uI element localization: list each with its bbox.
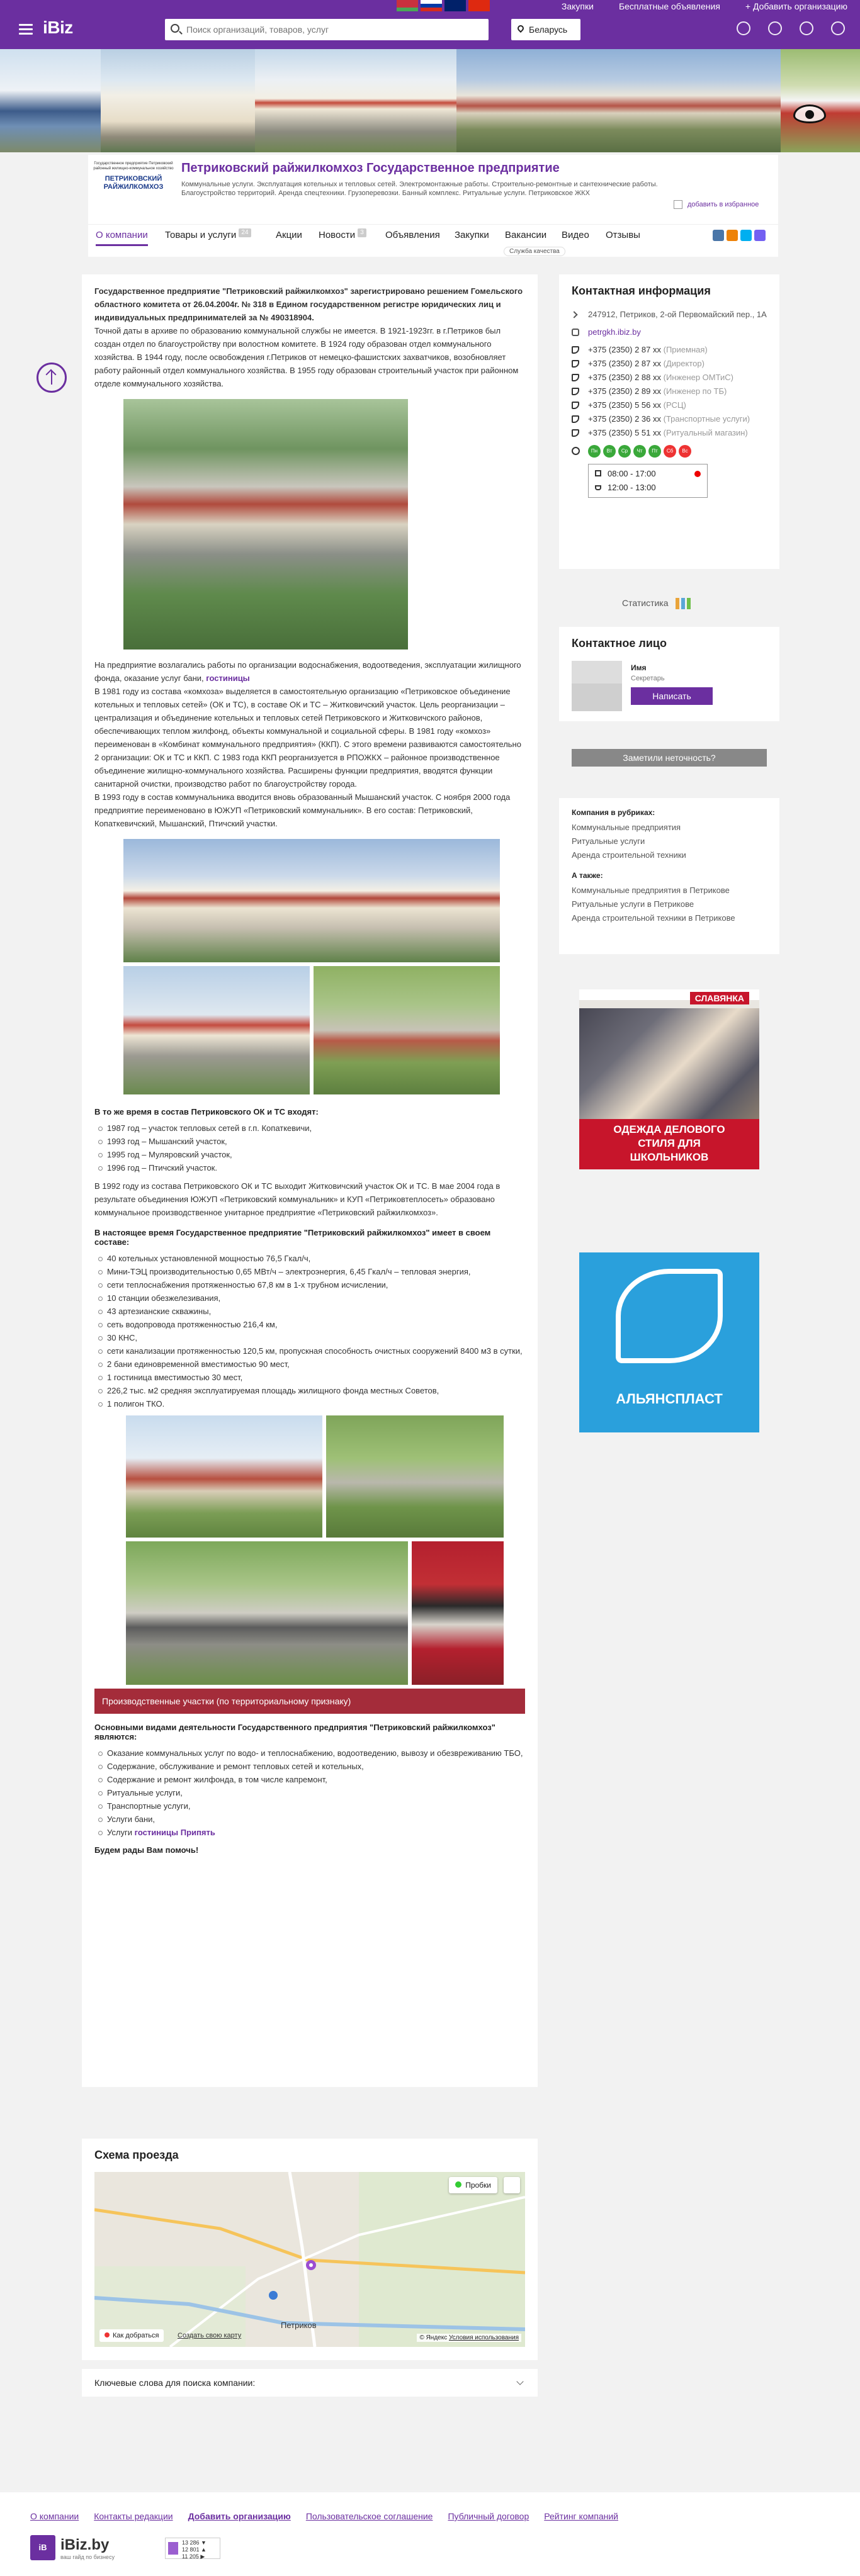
list-item: 10 станции обезжелезивания, — [107, 1291, 525, 1305]
work-hours-text: 08:00 - 17:00 — [608, 469, 656, 478]
phone-number: +375 (2350) 2 88 xx — [588, 373, 661, 382]
top-link-add-company[interactable]: + Добавить организацию — [745, 1, 847, 11]
lunch-hours — [595, 481, 701, 495]
company-logo-caption: Государственное предприятие Петриковский районный жилищно-коммунальное хозяйство — [93, 162, 174, 171]
phone-icon — [572, 346, 579, 354]
counter-line: 11 205 ▶ — [182, 2553, 205, 2560]
footer — [0, 2492, 860, 2576]
hotel-pripyat-link[interactable]: гостиницы Припять — [134, 1828, 215, 1837]
footer-logo-icon[interactable]: iB — [30, 2535, 55, 2560]
favorites-icon[interactable] — [737, 21, 750, 35]
vk-icon[interactable] — [713, 230, 724, 241]
phone-row[interactable] — [572, 357, 767, 371]
banner-photo-right — [781, 49, 860, 152]
phone-icon — [572, 374, 579, 381]
rubric-link[interactable]: Аренда строительной техники — [572, 850, 686, 860]
yandex-label: © Яндекс — [419, 2334, 448, 2341]
map-title: Схема проезда — [94, 2149, 179, 2161]
phone-row[interactable] — [572, 385, 767, 398]
visitor-counter[interactable] — [165, 2538, 220, 2559]
phone-icon — [572, 429, 579, 437]
ad-brand: АЛЬЯНСПЛАСТ — [616, 1391, 723, 1407]
search-box — [165, 19, 489, 40]
traffic-button[interactable] — [449, 2177, 497, 2193]
favorite-label: добавить в избранное — [687, 200, 759, 208]
aliansplast-logo-icon — [616, 1269, 723, 1363]
user-icon[interactable] — [768, 21, 782, 35]
list-item: Услуги бани, — [107, 1813, 525, 1826]
tab-label: Закупки — [455, 230, 489, 240]
top-icons — [737, 21, 845, 35]
hours-box — [588, 464, 708, 498]
ad-aliansplast[interactable] — [579, 1252, 759, 1432]
contact-person-card — [559, 627, 779, 721]
phone-number: +375 (2350) 2 36 xx — [588, 414, 661, 424]
flag-cn-icon[interactable] — [468, 0, 490, 11]
about-paragraph: В 1993 году в состав коммунальника вводится вновь образованный Мышанский участок. С ноября 2000 года предприятие переименовано в ЮЖУП «Петриковский коммунальник». В его состав: Петриковский, Копаткевичский, Мышанский, Птичский участки. — [94, 792, 511, 828]
photo-row — [123, 966, 525, 1094]
tab-about[interactable] — [96, 225, 148, 246]
search-input[interactable] — [186, 19, 482, 40]
map-copyright — [417, 2334, 521, 2342]
phone-number: +375 (2350) 2 89 xx — [588, 386, 661, 396]
footer-site-name[interactable]: iBiz.by — [60, 2536, 110, 2553]
avatar — [572, 661, 622, 711]
list-item: Мини-ТЭЦ производительностью 0,65 МВт/ч – электроэнергия, 6,45 Гкал/ч – тепловая энергия, — [107, 1265, 525, 1278]
phone-note: (Ритуальный магазин) — [663, 428, 748, 437]
top-links — [562, 1, 847, 11]
location-arrow-icon — [570, 311, 577, 318]
also-title: А также: — [572, 871, 603, 880]
contact-person-title: Контактное лицо — [572, 637, 667, 650]
phone-note: (РСЦ) — [663, 400, 686, 410]
ad-slavyanka[interactable] — [579, 989, 759, 1169]
company-description: Коммунальные услуги. Эксплуатация котельных и тепловых сетей. Электромонтажные работы. Строительно-ремонтные и сантехнические работы. Благоустройство территорий. Аренда спецтехники. Грузоперевозки. Банный комплекс. Ритуальные услуги. Петриковское ЖКХ — [181, 181, 658, 197]
counter-line: 13 286 ▼ — [182, 2539, 207, 2546]
banner-photo-center-left — [101, 49, 255, 152]
phone-icon — [572, 415, 579, 423]
map-card — [82, 2139, 538, 2360]
bar-chart-icon — [676, 598, 694, 609]
list-item-text: Услуги — [107, 1828, 135, 1837]
footer-link[interactable]: Пользовательское соглашение — [305, 2511, 433, 2521]
phone-icon — [572, 388, 579, 395]
fullscreen-icon[interactable] — [504, 2177, 520, 2193]
activities-list — [107, 1746, 525, 1839]
footer-link[interactable]: О компании — [30, 2511, 79, 2521]
company-header-card — [88, 155, 778, 257]
rubric-link[interactable]: Ритуальные услуги в Петрикове — [572, 899, 694, 909]
list-item — [107, 1826, 525, 1839]
day-badge: Сб — [664, 445, 676, 458]
person-role: Секретарь — [631, 675, 665, 682]
aerial-city-photo — [123, 399, 408, 650]
list-item: Содержание, обслуживание и ремонт тепловых сетей и котельных, — [107, 1760, 525, 1773]
list-item: 43 артезианские скважины, — [107, 1305, 525, 1318]
flag-ru-icon[interactable] — [421, 0, 442, 11]
phone-row[interactable] — [572, 371, 767, 385]
list-item: 1993 год – Мышанский участок, — [107, 1135, 525, 1148]
rubrics-card — [559, 798, 779, 954]
phone-list — [572, 343, 767, 440]
phone-row[interactable] — [572, 343, 767, 357]
address-text: 247912, Петриков, 2-ой Первомайский пер., 1А — [588, 310, 767, 319]
tab-label: О компании — [96, 230, 148, 240]
search-icon[interactable] — [171, 24, 179, 33]
about-text: На предприятие возлагались работы по организации водоснабжения, водоотведения, эксплуатации жилищного фонда, оказание услуг бани, — [94, 660, 521, 683]
list-item: Ритуальные услуги, — [107, 1786, 525, 1799]
assets-list — [107, 1252, 525, 1410]
counter-line: 12 801 ▲ — [182, 2546, 207, 2553]
list-item: 1987 год – участок тепловых сетей в г.п. Копаткевичи, — [107, 1122, 525, 1135]
list-item: сети канализации протяженностью 120,5 км, пропускная способность очистных сооружений 8400 м3 в сутки, — [107, 1344, 525, 1358]
about-intro: Государственное предприятие "Петриковский райжилкомхоз" зарегистрировано решением Гомельского областного комитета от 26.04.2004г. № 318 в Едином государственном регистре юридических лиц и индивидуальных предпринимателей за № 490318904. — [94, 286, 523, 322]
day-badge: Вт — [603, 445, 616, 458]
administration-building-photo — [123, 839, 500, 962]
phone-number: +375 (2350) 5 51 xx — [588, 428, 661, 437]
flag-by-icon[interactable] — [397, 0, 418, 11]
day-badge: Чт — [633, 445, 646, 458]
tab-label: Видео — [562, 230, 589, 240]
rubric-link[interactable]: Ритуальные услуги — [572, 836, 645, 846]
phone-icon — [572, 402, 579, 409]
tab-label: Товары и услуги — [165, 230, 237, 240]
tools-icon — [595, 470, 601, 476]
tab-badge: 24 — [239, 228, 251, 237]
trees-photo — [326, 1415, 504, 1538]
hotel-link[interactable]: гостиницы — [206, 673, 250, 683]
work-hours — [595, 467, 701, 481]
yandex-map[interactable] — [94, 2172, 525, 2347]
ad-photo — [579, 1008, 759, 1119]
language-flags — [397, 0, 490, 13]
tab-promotions[interactable] — [276, 225, 302, 246]
closed-status-dot — [694, 471, 701, 477]
company-logo — [93, 161, 174, 209]
company-name: Петриковский райжилкомхоз Государственное предприятие — [181, 161, 560, 175]
chevron-down-icon — [516, 2378, 523, 2385]
church-photo — [126, 1415, 322, 1538]
day-badge: Пт — [648, 445, 661, 458]
statistics-link[interactable] — [622, 598, 694, 609]
tab-news[interactable] — [319, 225, 366, 246]
production-sites-toggle[interactable]: Производственные участки (по территориальному признаку) — [94, 1689, 525, 1714]
company-tabs — [88, 224, 778, 245]
site-logo[interactable]: iBiz — [43, 18, 73, 37]
tab-goods-services[interactable] — [165, 225, 251, 246]
list-item: 226,2 тыс. м2 средняя эксплуатируемая площадь жилищного фонда местных Советов, — [107, 1384, 525, 1397]
footer-link[interactable]: Контакты редакции — [94, 2511, 173, 2521]
banner-photo-center — [255, 49, 456, 152]
about-content — [82, 274, 538, 2087]
tab-video[interactable] — [562, 225, 589, 246]
tab-badge: 3 — [358, 228, 366, 237]
tab-label: Объявления — [385, 230, 440, 240]
phone-row[interactable] — [572, 426, 767, 440]
footer-link[interactable]: Рейтинг компаний — [544, 2511, 618, 2521]
list-item: 30 КНС, — [107, 1331, 525, 1344]
route-label: Как добраться — [113, 2332, 159, 2339]
day-badge: Ср — [618, 445, 631, 458]
photo-row — [126, 1415, 525, 1538]
tab-label: Отзывы — [606, 230, 640, 240]
list-item: 2 бани единовременной вместимостью 90 мест, — [107, 1358, 525, 1371]
phone-icon — [572, 360, 579, 368]
memorial-plaque-photo — [412, 1541, 504, 1685]
route-pin-icon — [105, 2332, 110, 2337]
rubrics-title: Компания в рубриках: — [572, 808, 655, 817]
footer-links — [30, 2511, 618, 2521]
phone-note: (Директор) — [663, 359, 704, 368]
website — [572, 325, 767, 339]
memorial-photo — [126, 1541, 408, 1685]
route-button[interactable] — [99, 2329, 164, 2342]
photo-row — [126, 1541, 525, 1685]
person-name: Имя — [631, 663, 647, 672]
write-button[interactable]: Написать — [631, 687, 713, 705]
social-share — [713, 230, 766, 241]
quality-service-link[interactable]: Служба качества — [504, 247, 565, 256]
list-item: сеть водопровода протяженностью 216,4 км, — [107, 1318, 525, 1331]
terms-link[interactable]: Условия использования — [449, 2334, 519, 2341]
ad-brand: СЛАВЯНКА — [690, 992, 749, 1004]
footer-link[interactable]: Публичный договор — [448, 2511, 529, 2521]
list-item: Оказание коммунальных услуг по водо- и теплоснабжению, водоотведению, вывозу и обезвреживанию ТБО, — [107, 1746, 525, 1760]
settings-icon[interactable] — [800, 21, 813, 35]
list-item: 1995 год – Муляровский участок, — [107, 1148, 525, 1161]
top-bar — [0, 0, 860, 49]
report-error-button[interactable]: Заметили неточность? — [572, 749, 767, 767]
phone-number: +375 (2350) 2 87 xx — [588, 345, 661, 354]
favorite-checkbox[interactable] — [674, 200, 682, 209]
keywords-toggle[interactable] — [82, 2369, 538, 2397]
footer-tagline: ваш гайд по бизнесу — [60, 2554, 115, 2560]
day-badge: Пн — [588, 445, 601, 458]
banner-photo-left — [0, 49, 101, 152]
traffic-icon — [455, 2181, 461, 2188]
street-building-photo — [123, 966, 310, 1094]
section-heading: В настоящее время Государственное предприятие "Петриковский райжилкомхоз" имеет в своем составе: — [94, 1228, 491, 1247]
network-icon[interactable] — [831, 21, 845, 35]
rubric-link[interactable]: Коммунальные предприятия в Петрикове — [572, 886, 730, 895]
about-paragraph — [94, 658, 525, 685]
lunch-hours-text: 12:00 - 13:00 — [608, 483, 656, 492]
history-list — [107, 1122, 525, 1174]
section-heading: Основными видами деятельности Государственного предприятия "Петриковский райжилкомхоз" являются: — [94, 1723, 495, 1741]
ad-text: ОДЕЖДА ДЕЛОВОГО СТИЛЯ ДЛЯ ШКОЛЬНИКОВ — [613, 1123, 725, 1163]
phone-note: (Инженер по ТБ) — [663, 386, 727, 396]
region-selector[interactable] — [511, 19, 580, 40]
tab-label: Акции — [276, 230, 302, 240]
tab-ads[interactable] — [385, 225, 440, 246]
tab-label: Вакансии — [505, 230, 547, 240]
tab-purchases[interactable] — [455, 225, 489, 246]
closing-text: Будем рады Вам помочь! — [94, 1845, 199, 1855]
park-photo — [314, 966, 500, 1094]
rubric-link[interactable]: Коммунальные предприятия — [572, 823, 681, 832]
section-heading: В то же время в состав Петриковского ОК и ТС входят: — [94, 1107, 319, 1116]
keywords-label: Ключевые слова для поиска компании: — [94, 2378, 256, 2388]
weekdays — [572, 445, 767, 458]
clock-icon — [572, 447, 580, 455]
about-paragraph: В 1981 году из состава «комхоза» выделяется в самостоятельную организацию «Петриковское объединение котельных и тепловых сетей» (ОК и ТС), в составе ОК и ТС – Житковичский участок. Цель реорганизации – централизация и объединение котельных и тепловых сетей Петриковского и Житковичского районов, обеспечивающих теплом жилфонд, объекты коммунальной и социальной сферы. В 1981 году «комхоз» переименован в «Комбинат коммунального предприятия» (ККП). С этого времени развиваются самостоятельно 2 организации: ОК и ТС и ККП. С 1983 года ККП реорганизуется в РПОЖКХ – районное производственное объединение жилищно-коммунального хозяйства. Расширены функции предприятия, вводятся функции санитарной очистки, производство работ по благоустройству города. — [94, 687, 521, 789]
map-label-petrikov: Петриков — [281, 2320, 317, 2330]
skype-icon[interactable] — [740, 230, 752, 241]
odnoklassniki-icon[interactable] — [727, 230, 738, 241]
top-link-free-ads[interactable]: Бесплатные объявления — [618, 1, 720, 11]
banner-photo-center-right — [456, 49, 781, 152]
accessibility-eye-icon[interactable] — [793, 104, 826, 123]
phone-number: +375 (2350) 5 56 xx — [588, 400, 661, 410]
statistics-label: Статистика — [622, 598, 669, 608]
company-banner — [0, 49, 860, 152]
about-paragraph — [94, 284, 525, 324]
footer-link[interactable]: Добавить организацию — [188, 2511, 291, 2521]
region-label: Беларусь — [529, 25, 568, 35]
phone-note: (Приемная) — [663, 345, 708, 354]
list-item: 1 гостиница вместимостью 30 мест, — [107, 1371, 525, 1384]
list-item: сети теплоснабжения протяженностью 67,8 км в 1-х трубном исчислении, — [107, 1278, 525, 1291]
working-hours — [572, 445, 767, 498]
company-logo-title: ПЕТРИКОВСКИЙ РАЙЖИЛКОМХОЗ — [103, 175, 164, 191]
phone-row[interactable] — [572, 412, 767, 426]
link-icon — [572, 329, 579, 336]
tab-reviews[interactable] — [606, 225, 640, 246]
contact-info-title: Контактная информация — [572, 284, 711, 297]
phone-number: +375 (2350) 2 87 xx — [588, 359, 661, 368]
address — [572, 308, 767, 322]
about-paragraph: Точной даты в архиве по образованию коммунальной службы не имеется. В 1921-1923гг. в г.Петриков был создан отдел по благоустройству при волостном комитете. В 1924 году образован отдел коммунального хозяйства. В 1944 году, после освобождения г.Петриков от немецко-фашистских захватчиков, возобновляет работу районный отдел коммунального хозяйства. В 1955 году образован строительный участок при районном отделе коммунального хозяйства. — [94, 326, 519, 388]
website-link[interactable]: petrgkh.ibiz.by — [588, 327, 641, 337]
phone-note: (Инженер ОМТиС) — [663, 373, 733, 382]
phone-note: (Транспортные услуги) — [663, 414, 750, 424]
traffic-label: Пробки — [465, 2181, 491, 2190]
scroll-up-icon[interactable] — [37, 363, 67, 393]
create-map-link[interactable]: Создать свою карту — [178, 2332, 242, 2339]
flag-en-icon[interactable] — [444, 0, 466, 11]
rubric-link[interactable]: Аренда строительной техники в Петрикове — [572, 913, 735, 923]
top-link-purchases[interactable]: Закупки — [561, 1, 594, 11]
list-item: 1996 год – Птичский участок. — [107, 1161, 525, 1174]
lunch-icon — [595, 485, 601, 490]
tab-vacancies[interactable] — [505, 225, 546, 246]
contact-info-card — [559, 274, 779, 569]
list-item: 40 котельных установленной мощностью 76,5 Гкал/ч, — [107, 1252, 525, 1265]
menu-icon[interactable] — [19, 24, 33, 34]
add-to-favorites[interactable] — [674, 200, 759, 209]
tab-label: Новости — [319, 230, 356, 240]
list-item: 1 полигон ТКО. — [107, 1397, 525, 1410]
about-paragraph: В 1992 году из состава Петриковского ОК и ТС выходит Житковичский участок ОК и ТС. В мае 2004 года в результате объединения ЮЖУП «Петриковский коммунальник» и КУП «Петриковтеплосеть» образовано коммунальное производственное унитарное предприятие «Петриковский райжилкомхоз». — [94, 1181, 501, 1217]
list-item: Транспортные услуги, — [107, 1799, 525, 1813]
list-item: Содержание и ремонт жилфонда, в том числе капремонт, — [107, 1773, 525, 1786]
location-pin-icon — [516, 24, 525, 33]
day-badge: Вс — [679, 445, 691, 458]
viber-icon[interactable] — [754, 230, 766, 241]
phone-row[interactable] — [572, 398, 767, 412]
